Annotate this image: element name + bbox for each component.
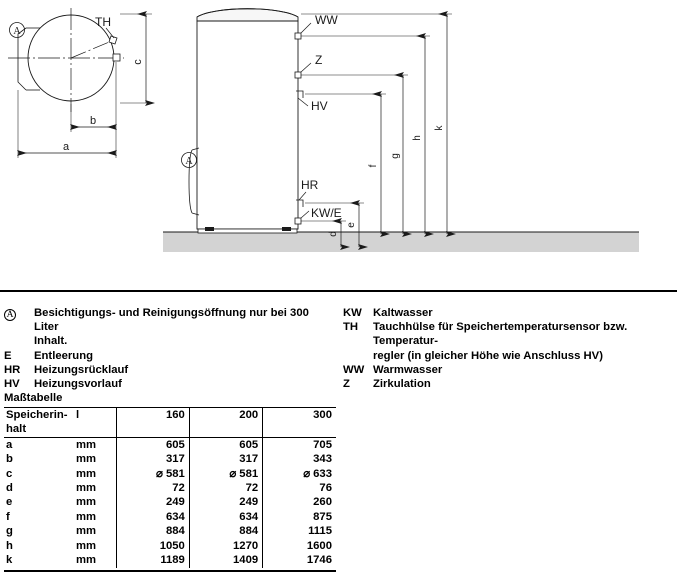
label-th: TH (95, 15, 111, 29)
header-label-line2: halt (6, 423, 27, 436)
label-dim-c: c (132, 59, 144, 65)
row-label: c (6, 467, 13, 480)
cell-300: 343 (263, 452, 336, 466)
row-label: b (6, 453, 13, 466)
legend-key-e: E (4, 349, 12, 362)
cell-300: 705 (263, 437, 336, 452)
legend-continuation: regler (in gleicher Höhe wie Anschluss HV) (373, 349, 603, 362)
dimension-table-section (4, 392, 336, 572)
row-unit: mm (76, 453, 97, 466)
table-header-row (4, 408, 336, 438)
cell-300: 1115 (263, 524, 336, 538)
label-hr: HR (301, 178, 319, 192)
table-row (4, 510, 336, 524)
label-a-marker-top: A (13, 26, 21, 37)
label-dim-g: g (390, 153, 401, 159)
legend-text: Entleerung (34, 349, 93, 362)
cell-200: 634 (189, 510, 262, 524)
legend-left (4, 306, 334, 391)
table-row (4, 524, 336, 538)
cell-300: 76 (263, 481, 336, 495)
table-row (4, 467, 336, 481)
cell-200: 605 (189, 437, 262, 452)
legend-text: Heizungsvorlauf (34, 378, 122, 391)
legend-text: Zirkulation (373, 378, 431, 391)
table-title: Maßtabelle (4, 392, 63, 404)
header-label-line1: Speicherin- (6, 409, 68, 421)
row-label: a (6, 438, 13, 451)
dimension-table (4, 407, 336, 568)
legend-key-ww: WW (343, 363, 365, 376)
cell-160: 884 (116, 524, 189, 538)
cell-300: 875 (263, 510, 336, 524)
cell-300: ⌀ 633 (263, 467, 336, 481)
label-dim-f: f (368, 164, 379, 168)
legend-continuation: Inhalt. (34, 335, 68, 348)
cell-200: 1270 (189, 539, 262, 553)
row-unit: mm (76, 510, 97, 523)
legend-item (4, 377, 334, 391)
legend-item (4, 306, 334, 334)
cell-300: 1600 (263, 539, 336, 553)
legend-item (343, 306, 677, 320)
legend-item (343, 363, 677, 377)
cell-200: 1409 (189, 553, 262, 568)
legend-item (4, 349, 334, 363)
header-value-300: 300 (263, 408, 336, 438)
legend-right (343, 306, 677, 391)
table-row (4, 539, 336, 553)
row-label: k (6, 554, 13, 567)
table-row (4, 495, 336, 509)
legend-text: Besichtigungs- und Reinigungsöffnung nur bei 300 Liter (34, 307, 309, 334)
row-unit: mm (76, 482, 97, 495)
row-label: f (6, 510, 10, 523)
row-label: d (6, 482, 13, 495)
label-hv: HV (311, 99, 328, 113)
label-ww: WW (315, 13, 338, 27)
header-unit: l (74, 408, 116, 438)
cell-200: 72 (189, 481, 262, 495)
cell-200: 317 (189, 452, 262, 466)
label-dim-k: k (434, 125, 445, 131)
header-value-200: 200 (189, 408, 262, 438)
cell-160: 249 (116, 495, 189, 509)
legend-key-z: Z (343, 378, 350, 391)
legend-key-th: TH (343, 321, 359, 334)
legend-item (343, 320, 677, 348)
header-label (4, 408, 74, 438)
label-dim-a: a (62, 141, 70, 153)
cell-160: 1050 (116, 539, 189, 553)
cell-160: 1189 (116, 553, 189, 568)
row-unit: mm (76, 496, 97, 509)
cell-200: 884 (189, 524, 262, 538)
circled-a-icon: A (4, 309, 16, 321)
table-row (4, 553, 336, 568)
cell-200: ⌀ 581 (189, 467, 262, 481)
technical-drawing (0, 0, 677, 285)
cell-300: 1746 (263, 553, 336, 568)
label-kwe: KW/E (311, 206, 342, 220)
cell-160: 317 (116, 452, 189, 466)
legend-key-hv: HV (4, 378, 20, 391)
legend-text: Warmwasser (373, 363, 443, 376)
legend-text: Tauchhülse für Speichertemperatursensor bzw. Temperatur- (373, 321, 628, 348)
cell-200: 249 (189, 495, 262, 509)
header-value-160: 160 (116, 408, 189, 438)
table-row (4, 481, 336, 495)
label-dim-d: d (328, 231, 339, 237)
legend-item (4, 363, 334, 377)
row-label: g (6, 525, 13, 538)
row-label: e (6, 496, 13, 509)
legend-text: Heizungsrücklauf (34, 363, 129, 376)
cell-160: ⌀ 581 (116, 467, 189, 481)
legend-item (343, 377, 677, 391)
row-unit: mm (76, 467, 97, 480)
legend-text: Kaltwasser (373, 307, 433, 319)
legend-key-a (4, 306, 34, 320)
cell-300: 260 (263, 495, 336, 509)
cell-160: 605 (116, 437, 189, 452)
label-dim-e: e (346, 222, 357, 228)
row-label: h (6, 539, 13, 552)
table-body (4, 437, 336, 568)
table-row (4, 437, 336, 452)
label-dim-b: b (89, 115, 97, 127)
cell-160: 72 (116, 481, 189, 495)
label-dim-h: h (412, 135, 423, 141)
cell-160: 634 (116, 510, 189, 524)
row-unit: mm (76, 525, 97, 538)
label-a-marker-side: A (185, 156, 193, 167)
legend-key-hr: HR (4, 363, 21, 376)
legend-key-kw: KW (343, 307, 362, 319)
section-divider (0, 290, 677, 292)
row-unit: mm (76, 554, 97, 567)
row-unit: mm (76, 438, 97, 451)
label-z: Z (315, 53, 323, 67)
row-unit: mm (76, 539, 97, 552)
table-row (4, 452, 336, 466)
